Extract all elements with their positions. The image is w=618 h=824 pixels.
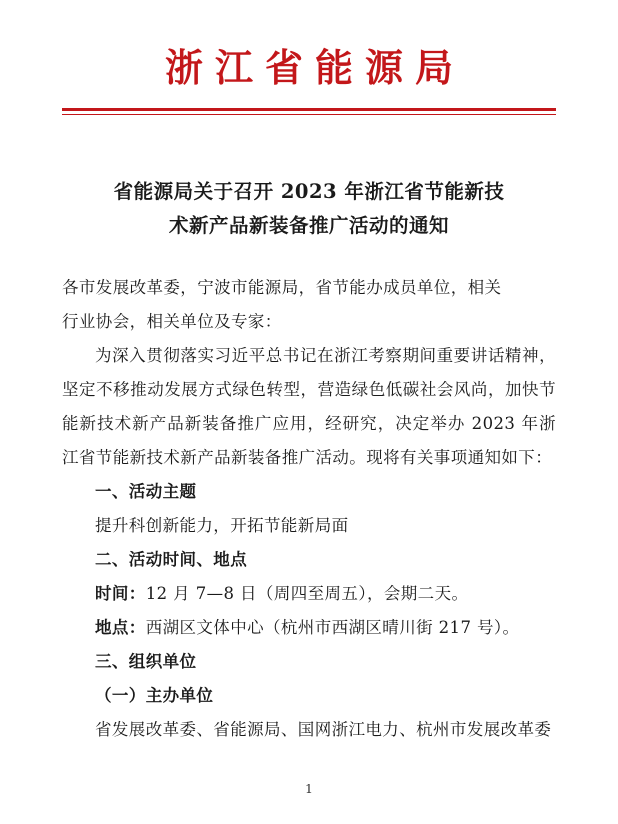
page-number: 1: [305, 781, 313, 796]
event-time-line: [62, 577, 556, 611]
section-1-text: 提升科创新能力，开拓节能新局面: [95, 515, 349, 535]
addressee-line-2: 行业协会，相关单位及专家：: [62, 311, 282, 331]
section-3-organizers-text: 省发展改革委、省能源局、国网浙江电力、杭州市发展改革委: [95, 719, 552, 739]
section-3-heading: 三、组织单位: [95, 651, 197, 671]
letterhead: [62, 0, 556, 115]
intro-paragraph: 为深入贯彻落实习近平总书记在浙江考察期间重要讲话精神，坚定不移推动发展方式绿色转型，营造绿色低碳社会风尚，加快节能新技术新产品新装备推广应用，经研究，决定举办 2023 年浙江省节能新技术新产品新装备推广活动。现将有关事项通知如下：: [62, 345, 556, 467]
letterhead-title: 浙江省能源局: [164, 45, 465, 90]
event-place-label: 地点：: [95, 617, 146, 637]
event-place-line: [62, 611, 556, 645]
event-time-label: 时间：: [95, 583, 146, 603]
section-2-heading: 二、活动时间、地点: [95, 549, 248, 569]
addressee-line-1: 各市发展改革委，宁波市能源局，省节能办成员单位，相关: [62, 277, 502, 297]
section-3-subheading-1: （一）主办单位: [95, 685, 214, 705]
document-body: [62, 271, 556, 747]
event-time-value: 12 月 7—8 日（周四至周五），会期二天。: [145, 583, 469, 603]
event-place-value: 西湖区文体中心（杭州市西湖区晴川街 217 号）。: [145, 617, 520, 637]
document-title-line-2: 术新产品新装备推广活动的通知: [168, 213, 449, 237]
document-title: [62, 175, 556, 243]
section-1-heading: 一、活动主题: [95, 481, 197, 501]
document-title-line-1: 省能源局关于召开 2023 年浙江省节能新技: [113, 179, 505, 203]
letterhead-rule-thick: [62, 108, 556, 111]
letterhead-rule-thin: [62, 114, 556, 115]
